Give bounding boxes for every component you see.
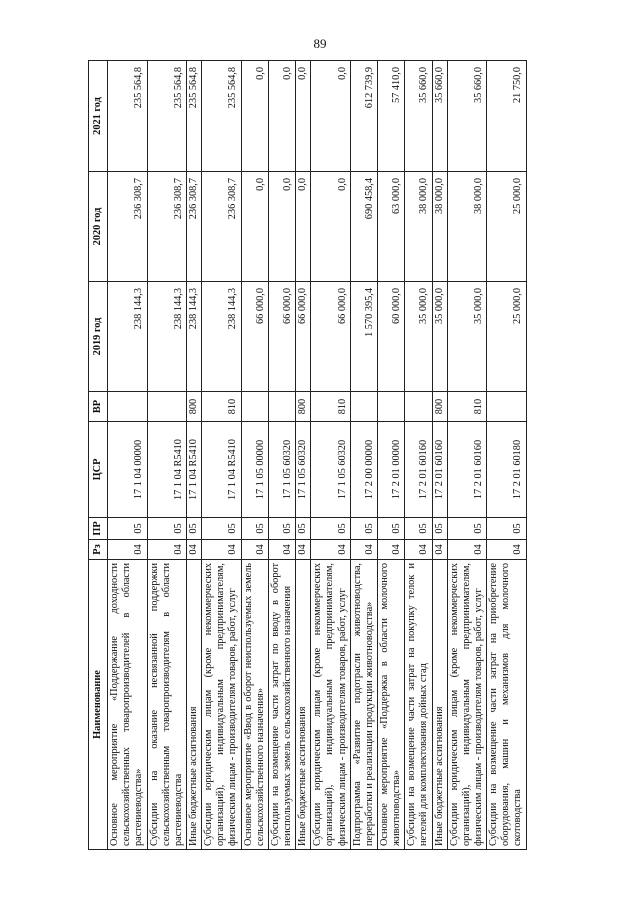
- cell-2021: 612 739,9: [350, 61, 377, 172]
- cell-name: Субсидии на возмещение части затрат на покупку телок и нетелей для комплектования дойных стад: [405, 560, 432, 850]
- cell-vr: 800: [296, 392, 311, 422]
- cell-rz: 04: [147, 540, 186, 560]
- table-row: [487, 61, 526, 850]
- cell-pr: 05: [311, 518, 350, 540]
- cell-2019: 66 000,0: [268, 282, 295, 392]
- cell-pr: 05: [147, 518, 186, 540]
- cell-2020: 0,0: [296, 172, 311, 282]
- header-pr: ПР: [89, 518, 108, 540]
- cell-2020: 38 000,0: [405, 172, 432, 282]
- cell-name: Субсидии юридическим лицам (кроме некоммерческих организаций), индивидуальным предпринимателям, физическим лицам - производителям товаров, работ, услуг: [202, 560, 241, 850]
- cell-pr: 05: [268, 518, 295, 540]
- cell-2019: 66 000,0: [241, 282, 268, 392]
- cell-vr: [147, 392, 186, 422]
- cell-2020: 63 000,0: [377, 172, 404, 282]
- table-row: [108, 61, 147, 850]
- table-row: [447, 61, 486, 850]
- table-row: [405, 61, 432, 850]
- cell-2020: 236 308,7: [147, 172, 186, 282]
- rotated-page-content: [88, 60, 630, 850]
- cell-name: Субсидии юридическим лицам (кроме некоммерческих организаций), индивидуальным предпринимателям, физическим лицам - производителям товаров, работ, услуг: [311, 560, 350, 850]
- cell-rz: 04: [108, 540, 147, 560]
- cell-2019: 238 144,3: [147, 282, 186, 392]
- cell-vr: [377, 392, 404, 422]
- cell-csr: 17 2 01 60160: [447, 422, 486, 518]
- table-row: [350, 61, 377, 850]
- cell-2019: 66 000,0: [296, 282, 311, 392]
- table-row: [186, 61, 201, 850]
- cell-name: Субсидии юридическим лицам (кроме некоммерческих организаций), индивидуальным предпринимателям, физическим лицам - производителям товаров, работ, услуг: [447, 560, 486, 850]
- cell-2020: 236 308,7: [202, 172, 241, 282]
- header-csr: ЦСР: [89, 422, 108, 518]
- cell-pr: 05: [108, 518, 147, 540]
- table-row: [311, 61, 350, 850]
- cell-2020: 0,0: [311, 172, 350, 282]
- cell-2021: 0,0: [296, 61, 311, 172]
- cell-vr: 810: [202, 392, 241, 422]
- cell-csr: 17 2 00 00000: [350, 422, 377, 518]
- cell-pr: 05: [350, 518, 377, 540]
- cell-csr: 17 1 04 R5410: [202, 422, 241, 518]
- cell-2021: 35 660,0: [447, 61, 486, 172]
- table-header-row: [89, 61, 108, 850]
- table-row: [268, 61, 295, 850]
- cell-2019: 60 000,0: [377, 282, 404, 392]
- cell-2021: 0,0: [241, 61, 268, 172]
- cell-csr: 17 2 01 60160: [405, 422, 432, 518]
- cell-pr: 05: [487, 518, 526, 540]
- cell-vr: [268, 392, 295, 422]
- cell-2020: 25 000,0: [487, 172, 526, 282]
- cell-csr: 17 1 04 R5410: [186, 422, 201, 518]
- cell-pr: 05: [241, 518, 268, 540]
- cell-vr: 800: [186, 392, 201, 422]
- cell-rz: 04: [447, 540, 486, 560]
- cell-2020: 38 000,0: [432, 172, 447, 282]
- cell-name: Субсидии на оказание несвязанной поддержки сельскохозяйственным товаропроизводителям в области растениеводства: [147, 560, 186, 850]
- table-body: [108, 61, 526, 850]
- cell-rz: 04: [350, 540, 377, 560]
- cell-vr: 810: [311, 392, 350, 422]
- cell-pr: 05: [447, 518, 486, 540]
- cell-2021: 235 564,8: [147, 61, 186, 172]
- table-row: [296, 61, 311, 850]
- cell-rz: 04: [432, 540, 447, 560]
- cell-pr: 05: [296, 518, 311, 540]
- cell-2019: 238 144,3: [186, 282, 201, 392]
- cell-rz: 04: [296, 540, 311, 560]
- cell-rz: 04: [487, 540, 526, 560]
- cell-rz: 04: [186, 540, 201, 560]
- budget-table: [88, 60, 527, 850]
- cell-vr: [241, 392, 268, 422]
- cell-2019: 66 000,0: [311, 282, 350, 392]
- cell-2020: 236 308,7: [108, 172, 147, 282]
- cell-2019: 35 000,0: [405, 282, 432, 392]
- cell-2021: 235 564,8: [202, 61, 241, 172]
- header-2020: 2020 год: [89, 172, 108, 282]
- cell-2021: 0,0: [311, 61, 350, 172]
- cell-2020: 690 458,4: [350, 172, 377, 282]
- cell-vr: [350, 392, 377, 422]
- header-name: Наименование: [89, 560, 108, 850]
- cell-vr: 810: [447, 392, 486, 422]
- cell-csr: 17 2 01 60160: [432, 422, 447, 518]
- cell-2021: 235 564,8: [186, 61, 201, 172]
- cell-vr: [487, 392, 526, 422]
- cell-pr: 05: [432, 518, 447, 540]
- header-2021: 2021 год: [89, 61, 108, 172]
- cell-pr: 05: [405, 518, 432, 540]
- cell-2019: 1 570 395,4: [350, 282, 377, 392]
- cell-csr: 17 1 04 00000: [108, 422, 147, 518]
- table-row: [241, 61, 268, 850]
- cell-name: Субсидии на возмещение части затрат по вводу в оборот неиспользуемых земель сельскохозяйственного назначения: [268, 560, 295, 850]
- table-row: [377, 61, 404, 850]
- cell-name: Иные бюджетные ассигнования: [296, 560, 311, 850]
- cell-2019: 25 000,0: [487, 282, 526, 392]
- cell-csr: 17 1 05 00000: [241, 422, 268, 518]
- cell-2019: 35 000,0: [447, 282, 486, 392]
- cell-csr: 17 1 05 60320: [296, 422, 311, 518]
- cell-csr: 17 2 01 00000: [377, 422, 404, 518]
- cell-csr: 17 1 04 R5410: [147, 422, 186, 518]
- cell-pr: 05: [377, 518, 404, 540]
- cell-2021: 35 660,0: [405, 61, 432, 172]
- cell-name: Основное мероприятие «Поддержание доходности сельскохозяйственных товаропроизводителей в области растениеводства»: [108, 560, 147, 850]
- cell-vr: 800: [432, 392, 447, 422]
- cell-rz: 04: [311, 540, 350, 560]
- cell-rz: 04: [377, 540, 404, 560]
- cell-2021: 35 660,0: [432, 61, 447, 172]
- table-row: [202, 61, 241, 850]
- cell-2019: 238 144,3: [202, 282, 241, 392]
- cell-csr: 17 2 01 60180: [487, 422, 526, 518]
- header-vr: ВР: [89, 392, 108, 422]
- cell-name: Иные бюджетные ассигнования: [186, 560, 201, 850]
- cell-rz: 04: [405, 540, 432, 560]
- cell-2019: 238 144,3: [108, 282, 147, 392]
- cell-2021: 21 750,0: [487, 61, 526, 172]
- table-row: [147, 61, 186, 850]
- cell-name: Основное мероприятие «Поддержка в области молочного животноводства»: [377, 560, 404, 850]
- header-2019: 2019 год: [89, 282, 108, 392]
- cell-rz: 04: [268, 540, 295, 560]
- header-rz: Рз: [89, 540, 108, 560]
- cell-csr: 17 1 05 60320: [268, 422, 295, 518]
- cell-name: Субсидии на возмещение части затрат на приобретение оборудования, машин и механизмов для молочного скотоводства: [487, 560, 526, 850]
- cell-name: Основное мероприятие «Ввод в оборот неиспользуемых земель сельскохозяйственного назначения»: [241, 560, 268, 850]
- table-row: [432, 61, 447, 850]
- cell-2020: 38 000,0: [447, 172, 486, 282]
- rotated-table-container: [88, 60, 630, 850]
- cell-2021: 235 564,8: [108, 61, 147, 172]
- cell-pr: 05: [202, 518, 241, 540]
- cell-2021: 0,0: [268, 61, 295, 172]
- cell-csr: 17 1 05 60320: [311, 422, 350, 518]
- cell-2021: 57 410,0: [377, 61, 404, 172]
- cell-vr: [108, 392, 147, 422]
- cell-rz: 04: [202, 540, 241, 560]
- cell-name: Иные бюджетные ассигнования: [432, 560, 447, 850]
- cell-pr: 05: [186, 518, 201, 540]
- cell-name: Подпрограмма «Развитие подотрасли животноводства, переработки и реализации продукции животноводства»: [350, 560, 377, 850]
- cell-rz: 04: [241, 540, 268, 560]
- cell-2020: 236 308,7: [186, 172, 201, 282]
- cell-2019: 35 000,0: [432, 282, 447, 392]
- page-number: 89: [313, 36, 327, 51]
- cell-2020: 0,0: [268, 172, 295, 282]
- cell-vr: [405, 392, 432, 422]
- cell-2020: 0,0: [241, 172, 268, 282]
